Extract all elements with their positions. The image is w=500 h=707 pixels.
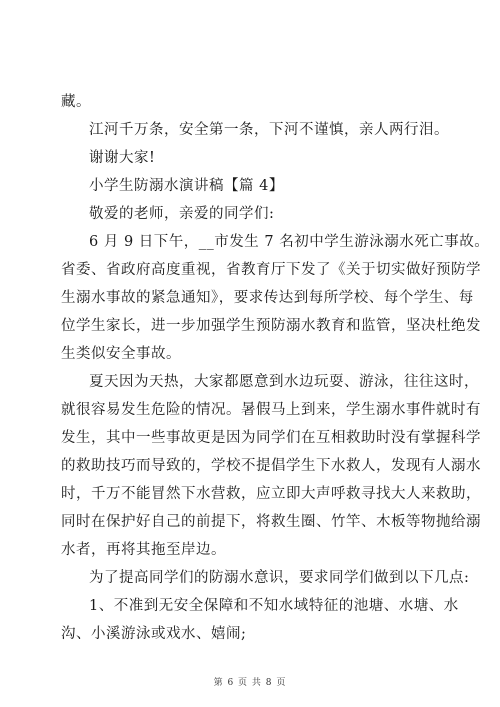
- text-line: 时，千万不能冒然下水营救，应立即大声呼救寻找大人来救助，: [61, 486, 481, 502]
- text-line: 小学生防溺水演讲稿【篇 4】: [89, 178, 284, 194]
- text-line: 6 月 9 日下午，__市发生 7 名初中学生游泳溺水死亡事故。: [89, 234, 490, 250]
- text-line: 发生，其中一些事故更是因为同学们在互相救助时没有掌握科学: [61, 430, 481, 446]
- text-line: 省委、省政府高度重视，省教育厅下发了《关于切实做好预防学: [61, 262, 481, 278]
- text-line: 位学生家长，进一步加强学生预防溺水教育和监管，坚决杜绝发: [61, 318, 481, 334]
- document-body: [61, 88, 490, 648]
- text-line: 为了提高同学们的防溺水意识，要求同学们做到以下几点:: [89, 570, 470, 586]
- text-line: 藏。: [61, 94, 91, 110]
- text-line: 生溺水事故的紧急通知》，要求传达到每所学校、每个学生、每: [61, 290, 474, 306]
- text-line: 就很容易发生危险的情况。暑假马上到来，学生溺水事件就时有: [61, 402, 481, 418]
- text-line: 敬爱的老师，亲爱的同学们:: [89, 206, 275, 222]
- text-line: 沟、小溪游泳或戏水、嬉闹;: [61, 626, 247, 642]
- text-line: 谢谢大家!: [89, 150, 156, 166]
- text-line: 生类似安全事故。: [61, 346, 181, 362]
- text-line: 的救助技巧而导致的，学校不提倡学生下水救人，发现有人溺水: [61, 458, 481, 474]
- text-line: 1、不准到无安全保障和不知水域特征的池塘、水塘、水: [89, 598, 459, 614]
- page-footer: 第 6 页 共 8 页: [213, 678, 287, 688]
- text-line: 水者，再将其拖至岸边。: [61, 542, 226, 558]
- text-line: 江河千万条，安全第一条，下河不谨慎，亲人两行泪。: [89, 122, 449, 138]
- text-line: 同时在保护好自己的前提下，将救生圈、竹竿、木板等物抛给溺: [61, 514, 481, 530]
- text-line: 夏天因为天热，大家都愿意到水边玩耍、游泳，往往这时，: [89, 374, 479, 390]
